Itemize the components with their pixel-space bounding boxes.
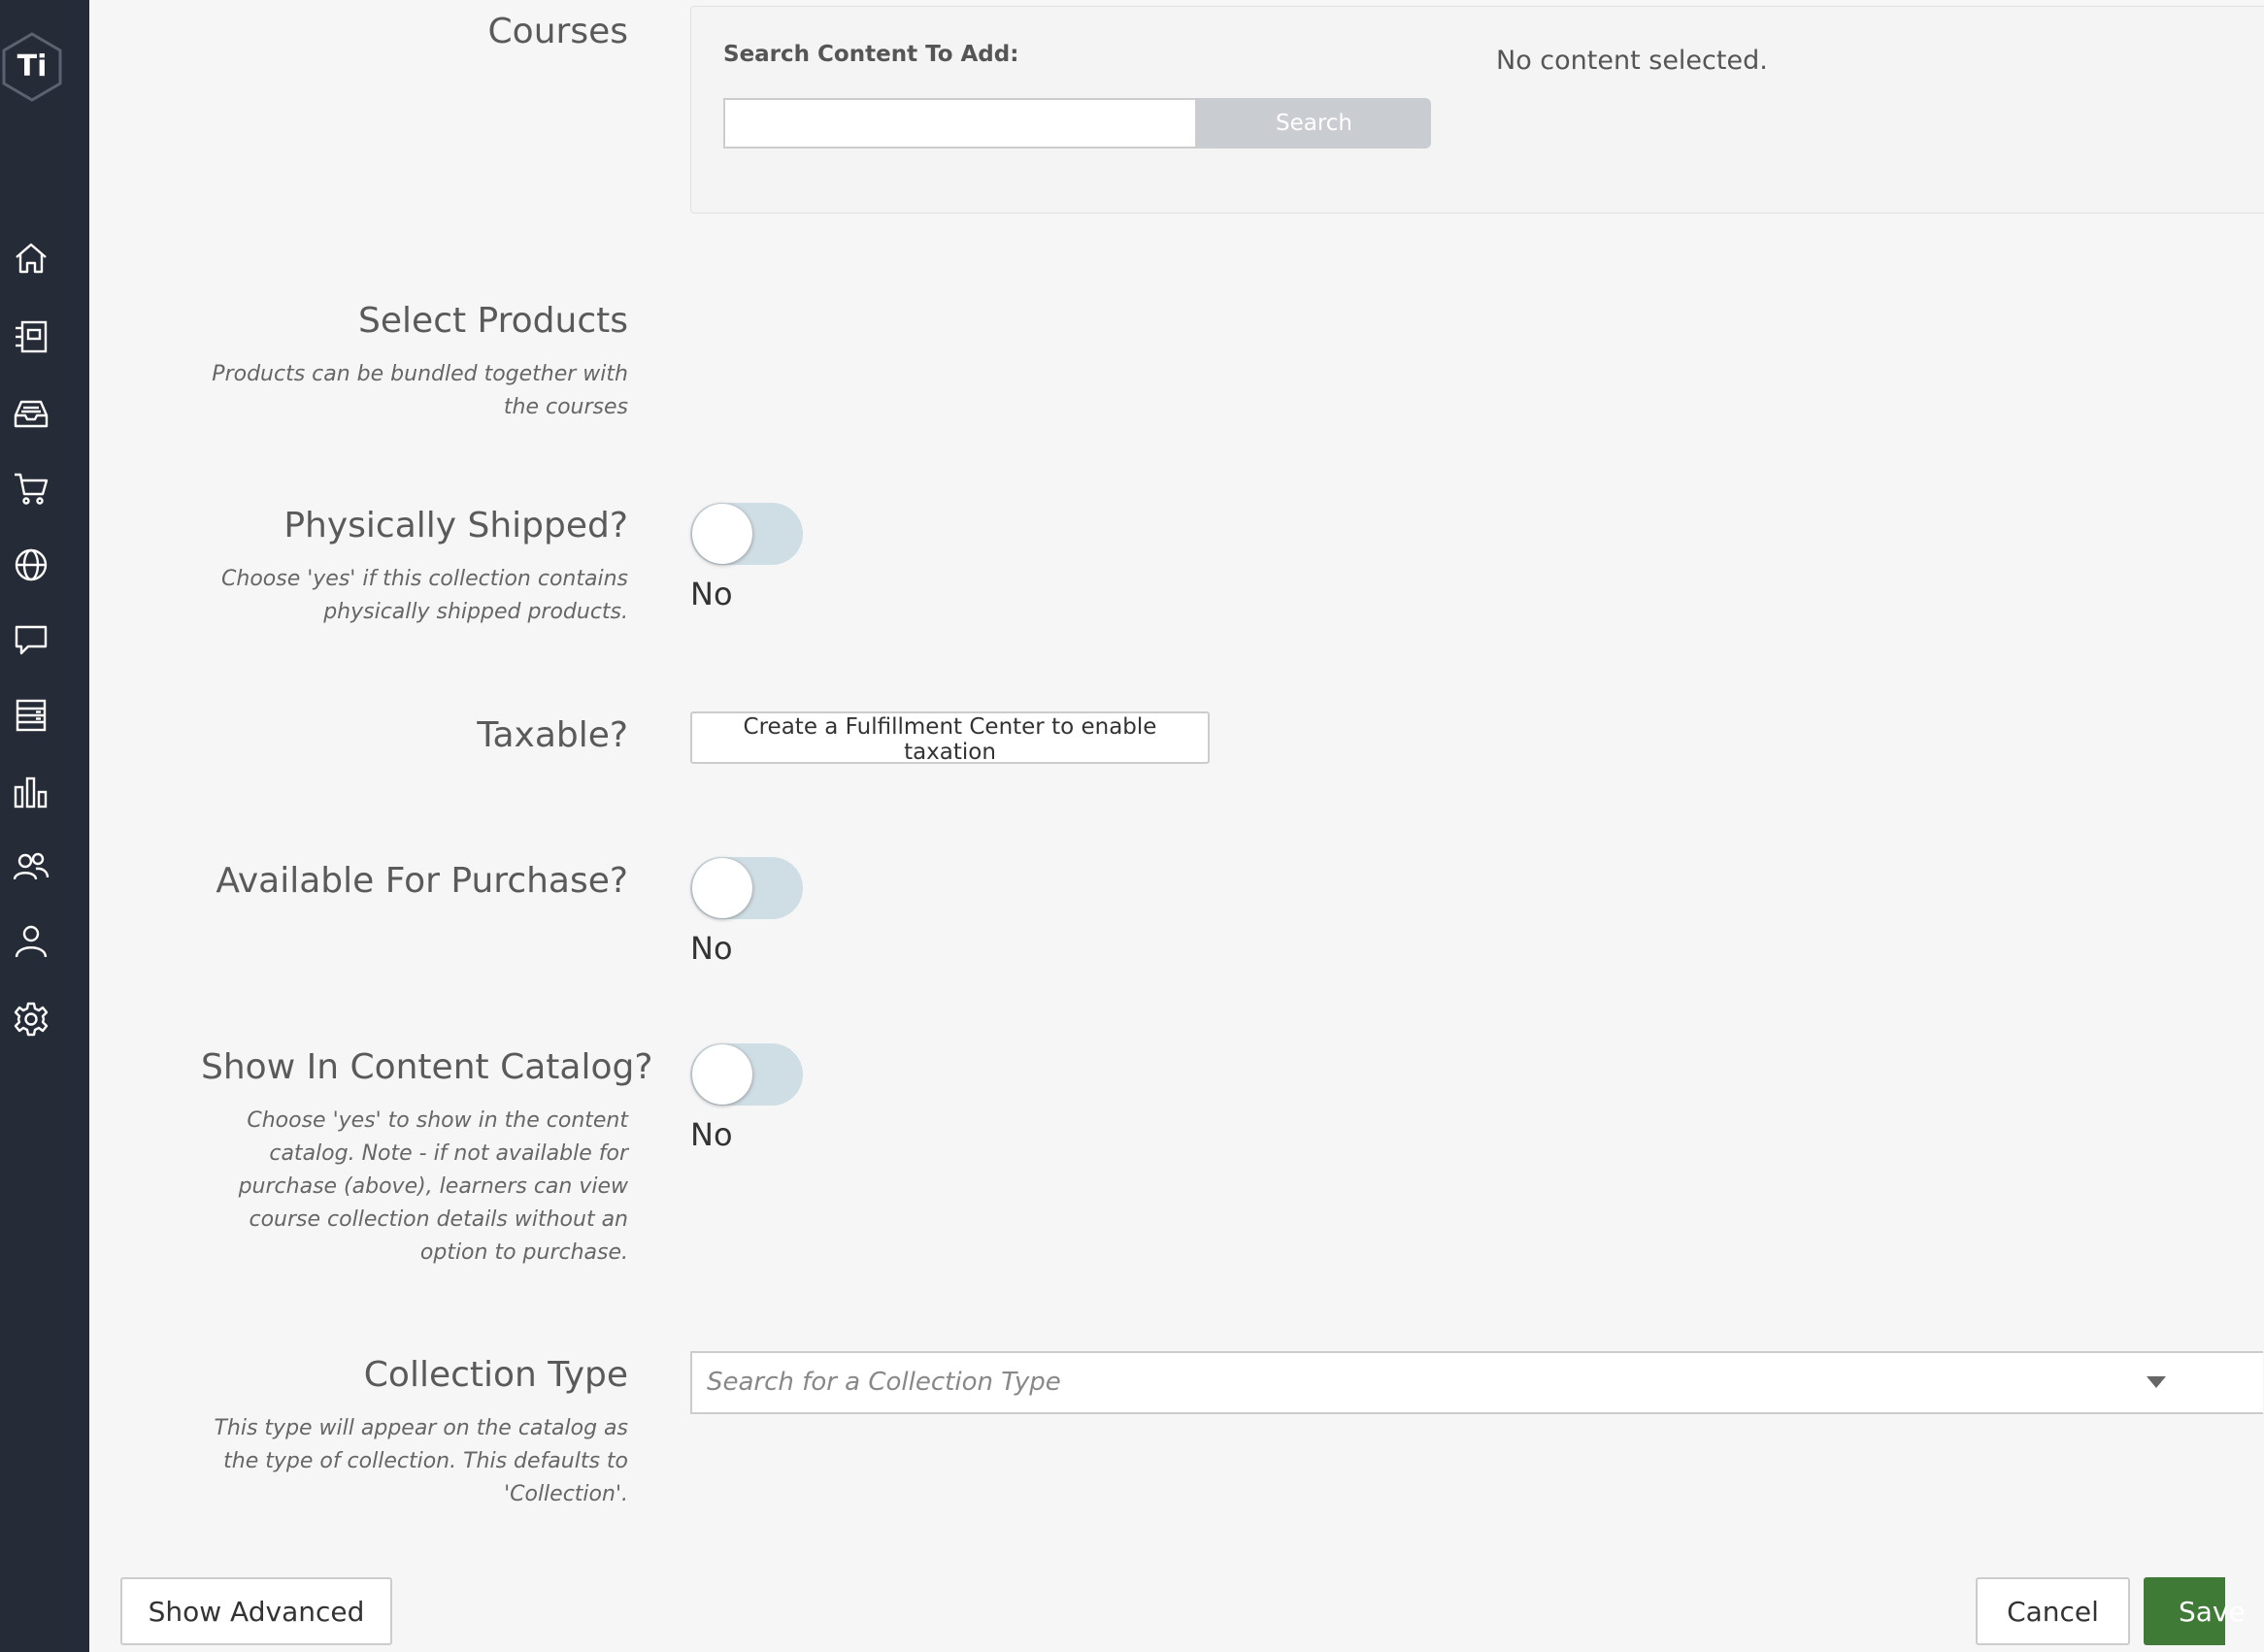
cancel-button[interactable]: Cancel: [1976, 1577, 2130, 1645]
main-content: [89, 0, 2246, 1652]
toggle-knob: [692, 858, 752, 918]
search-content-input[interactable]: [723, 98, 1197, 149]
toggle-knob: [692, 504, 752, 564]
search-button[interactable]: Search: [1197, 98, 1431, 149]
courses-title: Courses: [487, 12, 628, 51]
sidebar: [0, 0, 89, 1652]
no-content-message: No content selected.: [1496, 46, 1768, 76]
create-fulfillment-center-button[interactable]: Create a Fulfillment Center to enable taxation: [690, 711, 1210, 764]
collection-type-title: Collection Type: [363, 1355, 628, 1395]
taxable-title: Taxable?: [477, 715, 628, 755]
physically-shipped-state: No: [690, 576, 733, 612]
users-icon[interactable]: [13, 848, 50, 885]
catalog-help: Choose 'yes' to show in the content catalog. Note - if not available for purchase (above), learners can view course collection details without an option to purchase.: [238, 1108, 628, 1265]
available-title: Available For Purchase?: [216, 861, 628, 901]
logo-text: Ti: [17, 50, 48, 83]
physically-shipped-label-group: [201, 506, 628, 629]
bar-chart-icon[interactable]: [13, 774, 50, 810]
search-content-label: Search Content To Add:: [723, 42, 1019, 67]
available-state: No: [690, 930, 733, 967]
chevron-down-icon: [2147, 1376, 2166, 1388]
user-icon[interactable]: [13, 923, 50, 960]
gear-icon[interactable]: [13, 1001, 50, 1038]
physically-shipped-title: Physically Shipped?: [283, 506, 628, 545]
collection-type-label-group: [201, 1355, 628, 1511]
available-for-purchase-toggle[interactable]: [690, 857, 803, 919]
catalog-label-group: [201, 1047, 653, 1270]
catalog-state: No: [690, 1116, 733, 1153]
list-document-icon[interactable]: [13, 697, 50, 734]
save-button[interactable]: Save: [2144, 1577, 2225, 1645]
available-label-group: [216, 861, 628, 901]
select-products-title: Select Products: [358, 301, 628, 341]
taxable-label-group: [477, 715, 628, 755]
globe-icon[interactable]: [13, 546, 50, 583]
physically-shipped-toggle[interactable]: [690, 503, 803, 565]
inbox-tray-icon[interactable]: [13, 394, 50, 431]
ti-logo[interactable]: [0, 31, 64, 103]
toggle-knob: [692, 1044, 752, 1105]
shopping-cart-icon[interactable]: [13, 470, 50, 507]
courses-label-group: [488, 12, 628, 51]
collection-type-select[interactable]: [690, 1351, 2263, 1414]
select-products-help: Products can be bundled together with the courses: [212, 362, 628, 419]
courses-search-card: [690, 6, 2264, 214]
physically-shipped-help: Choose 'yes' if this collection contains physically shipped products.: [221, 567, 628, 624]
home-icon[interactable]: [13, 240, 50, 277]
collection-type-placeholder: Search for a Collection Type: [707, 1368, 1061, 1397]
catalog-title: Show In Content Catalog?: [201, 1047, 653, 1087]
chat-bubble-icon[interactable]: [13, 621, 50, 658]
show-advanced-button[interactable]: Show Advanced: [120, 1577, 392, 1645]
collection-type-help: This type will appear on the catalog as the type of collection. This defaults to 'Collection'.: [214, 1416, 628, 1506]
courses-icon[interactable]: [13, 318, 50, 355]
products-label-group: [201, 301, 628, 424]
show-in-catalog-toggle[interactable]: [690, 1043, 803, 1106]
